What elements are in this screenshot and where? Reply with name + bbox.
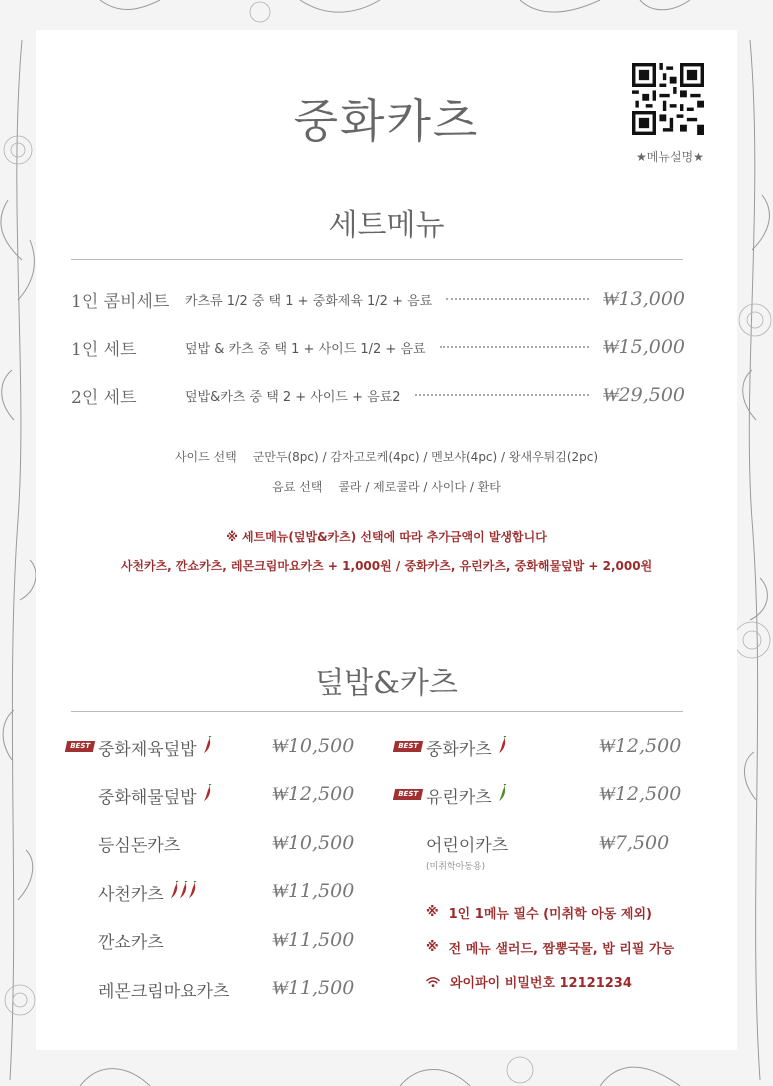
info-line-wifi: [426, 972, 632, 991]
menu-item-price: ₩11,500: [272, 880, 355, 903]
menu-item-price: ₩12,500: [599, 783, 682, 806]
set-item-double[interactable]: [71, 380, 685, 410]
chili-icon: [498, 736, 509, 758]
menu-sheet: [36, 30, 737, 1050]
best-badge: BEST: [393, 741, 423, 752]
divider: [71, 711, 683, 712]
menu-item-price: ₩12,500: [272, 783, 355, 806]
set-item-price: ₩15,000: [602, 335, 685, 358]
qr-code-icon[interactable]: [632, 63, 704, 135]
info-text: 1인 1메뉴 필수 (미취학 아동 제외): [448, 907, 652, 922]
triple-chili-icon: [170, 881, 199, 903]
set-notice: ※ 세트메뉴(덮밥&카츠) 선택에 따라 추가금액이 발생합니다: [226, 530, 547, 544]
menu-item-name: 어린이카츠: [426, 836, 509, 857]
page-title: 중화카츠: [293, 94, 480, 148]
set-item-single[interactable]: [71, 332, 685, 362]
menu-item[interactable]: [98, 973, 229, 1005]
set-item-name: 1인 세트: [71, 339, 137, 360]
dotted-leader: [440, 346, 589, 348]
set-item-desc: 덮밥&카츠 중 택 2 + 사이드 + 음료2: [185, 389, 401, 405]
menu-item-price: ₩11,500: [272, 928, 355, 951]
set-item-price: ₩13,000: [602, 287, 685, 310]
green-chili-icon: [498, 784, 509, 806]
menu-item-name: 레몬크림마요카츠: [98, 981, 230, 1002]
set-item-desc: 덮밥 & 카츠 중 택 1 + 사이드 1/2 + 음료: [185, 341, 426, 357]
menu-item-name: 유린카츠: [426, 787, 492, 808]
menu-item[interactable]: [98, 876, 199, 908]
note-mark: ※: [426, 940, 439, 955]
main-menu-title: 덮밥&카츠: [315, 666, 458, 701]
divider: [71, 259, 683, 260]
menu-item[interactable]: [98, 828, 180, 860]
menu-item-price: ₩12,500: [599, 735, 682, 757]
chili-icon: [203, 784, 214, 806]
menu-item-note: (미취학아동용): [426, 861, 486, 872]
surcharge-notice: 사천카츠, 깐쇼카츠, 레몬크림마요카츠 + 1,000원 / 중화카츠, 유린카츠, 중화해물덮밥 + 2,000원: [120, 559, 653, 573]
menu-item-price: ₩10,500: [272, 735, 355, 757]
menu-item-price: ₩11,500: [272, 977, 355, 999]
info-line: [426, 903, 652, 922]
menu-item-name: 중화해물덮밥: [98, 787, 197, 808]
set-item-name: 2인 세트: [71, 387, 137, 408]
set-item-desc: 카츠류 1/2 중 택 1 + 중화제육 1/2 + 음료: [185, 293, 433, 309]
side-options-list: 군만두(8pc) / 감자고로케(4pc) / 멘보샤(4pc) / 왕새우튀김(2pc): [252, 450, 599, 464]
note-mark: ※: [426, 905, 439, 920]
menu-item-price: ₩7,500: [599, 831, 670, 854]
dotted-leader: [446, 298, 588, 300]
best-badge: BEST: [393, 789, 423, 800]
menu-item[interactable]: [426, 828, 508, 860]
dotted-leader: [415, 394, 589, 396]
wifi-password-text: 와이파이 비밀번호 12121234: [450, 976, 632, 991]
menu-item-name: 사천카츠: [98, 884, 164, 905]
menu-item-name: 깐쇼카츠: [98, 933, 164, 954]
set-item-combo[interactable]: [71, 284, 685, 314]
info-line: [426, 938, 674, 957]
side-options-label: 사이드 선택: [174, 450, 237, 464]
side-options: [36, 448, 737, 465]
best-badge: BEST: [65, 741, 95, 752]
menu-item[interactable]: [426, 731, 509, 763]
menu-item[interactable]: [426, 779, 509, 811]
info-text: 전 메뉴 샐러드, 짬뽕국물, 밥 리필 가능: [448, 942, 675, 957]
menu-item-price: ₩10,500: [272, 831, 355, 854]
drink-options-label: 음료 선택: [272, 480, 323, 494]
chili-icon: [203, 736, 214, 758]
set-menu-title: 세트메뉴: [328, 208, 445, 243]
wifi-icon: [426, 976, 440, 988]
set-item-name: 1인 콤비세트: [71, 291, 170, 312]
qr-label: ★메뉴설명★: [636, 150, 704, 164]
menu-item-name: 중화카츠: [426, 739, 492, 760]
menu-item[interactable]: [98, 925, 164, 957]
menu-item[interactable]: [98, 731, 214, 763]
menu-item-name: 중화제육덮밥: [98, 739, 197, 760]
menu-item[interactable]: [98, 779, 214, 811]
set-item-price: ₩29,500: [602, 383, 685, 406]
menu-item-name: 등심돈카츠: [98, 836, 181, 857]
drink-options-list: 콜라 / 제로콜라 / 사이다 / 환타: [338, 480, 501, 494]
drink-options: [36, 478, 737, 495]
